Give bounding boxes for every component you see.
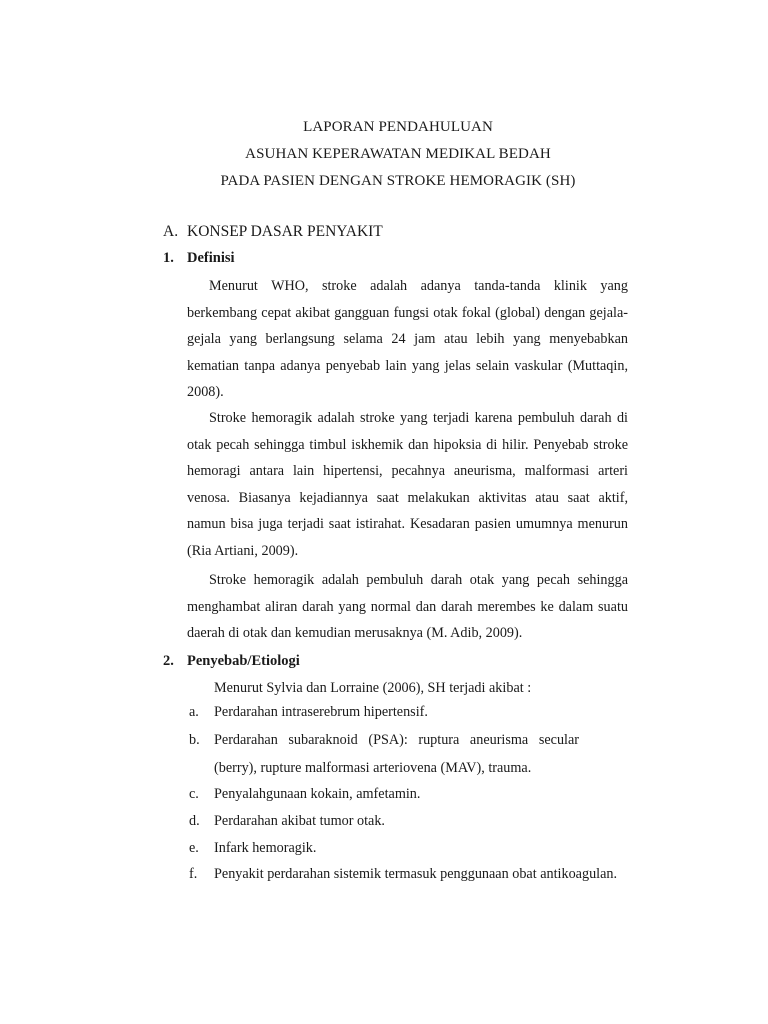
paragraph-definisi-2: Stroke hemoragik adalah stroke yang terjadi karena pembuluh darah di otak pecah sehingga timbul iskhemik dan hipoksia di hilir. Penyebab stroke hemoragi antara lain hipertensi, pecahnya aneurisma, malformasi arteri venosa. Biasanya kejadiannya saat melakukan aktivitas atau saat aktif, namun bisa juga terjadi saat istirahat. Kesadaran pasien umumnya menurun (Ria Artiani, 2009). (187, 410, 628, 559)
penyebab-intro: Menurut Sylvia dan Lorraine (2006), SH terjadi akibat : (214, 680, 532, 696)
heading-definisi (163, 247, 235, 269)
heading-number: 1. (163, 250, 174, 266)
paragraph-definisi-1: Menurut WHO, stroke adalah adanya tanda-tanda klinik yang berkembang cepat akibat gangguan fungsi otak fokal (global) dengan gejala-gejala yang berlangsung selama 24 jam atau lebih yang menyebabkan kematian tanpa adanya penyebab lain yang jelas selain vaskular (Muttaqin, 2008). (187, 278, 628, 400)
list-item (187, 861, 647, 889)
section-heading-a (163, 221, 383, 243)
list-marker: a. (189, 704, 199, 720)
list-text: Penyakit perdarahan sistemik termasuk penggunaan obat antikoagulan. (214, 866, 618, 882)
list-text: Perdarahan subaraknoid (PSA): ruptura aneurisma secular (berry), rupture malformasi arteriovena (MAV), trauma. (214, 732, 579, 776)
list-marker: c. (189, 786, 199, 802)
list-item (187, 727, 647, 782)
title-line-3: PADA PASIEN DENGAN STROKE HEMORAGIK (SH) (220, 173, 576, 189)
list-marker: b. (189, 732, 200, 748)
heading-label: Definisi (187, 250, 235, 266)
section-letter: A. (163, 223, 179, 240)
list-text: Perdarahan akibat tumor otak. (214, 813, 385, 829)
list-item (187, 781, 647, 809)
section-label: KONSEP DASAR PENYAKIT (187, 223, 383, 240)
list-text: Infark hemoragik. (214, 840, 317, 856)
list-item (187, 835, 647, 863)
list-text: Penyalahgunaan kokain, amfetamin. (214, 786, 421, 802)
heading-penyebab (163, 650, 300, 672)
list-marker: f. (189, 866, 198, 882)
list-marker: d. (189, 813, 200, 829)
document-title (0, 114, 768, 195)
list-marker: e. (189, 840, 199, 856)
list-item (187, 808, 647, 836)
title-line-2: ASUHAN KEPERAWATAN MEDIKAL BEDAH (245, 146, 551, 162)
heading-number: 2. (163, 653, 174, 669)
list-text: Perdarahan intraserebrum hipertensif. (214, 704, 428, 720)
title-line-1: LAPORAN PENDAHULUAN (303, 119, 493, 135)
heading-label: Penyebab/Etiologi (187, 653, 300, 669)
paragraph-definisi-3: Stroke hemoragik adalah pembuluh darah otak yang pecah sehingga menghambat aliran darah yang normal dan darah merembes ke dalam suatu daerah di otak dan kemudian merusaknya (M. Adib, 2009). (187, 572, 628, 641)
list-item (187, 699, 647, 727)
